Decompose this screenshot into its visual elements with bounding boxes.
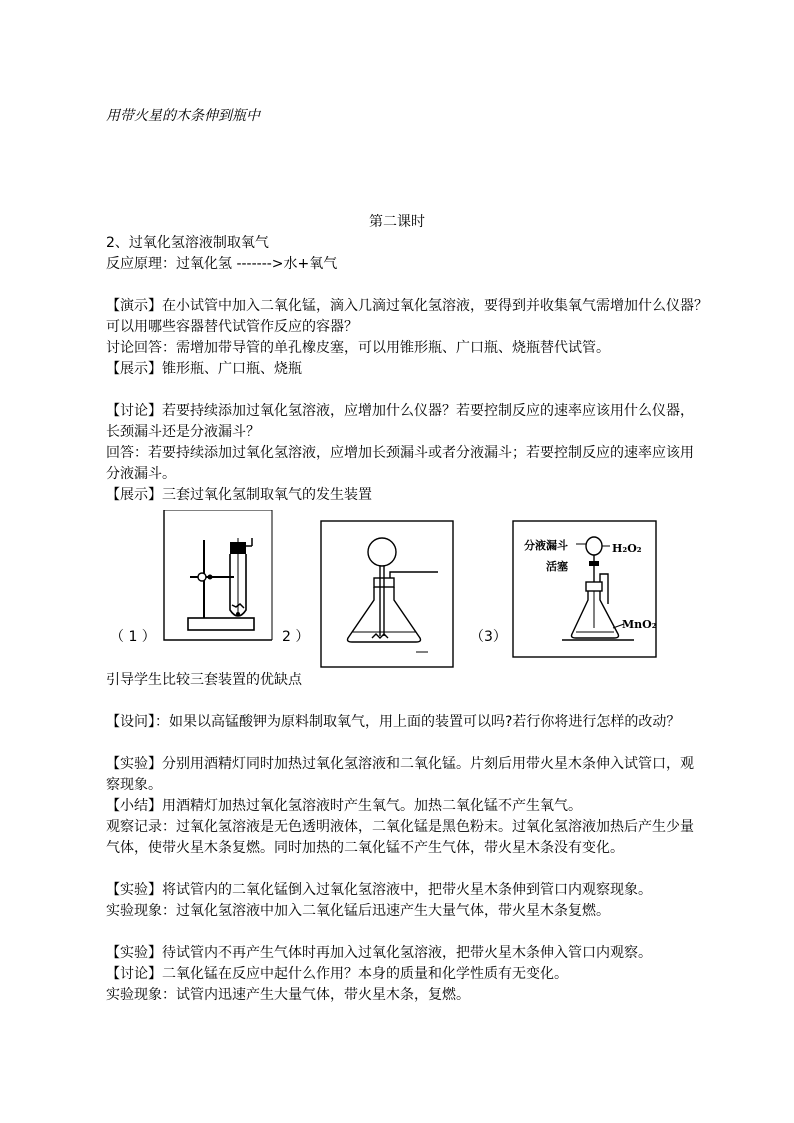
intro-line: 用带火星的木条伸到瓶中 — [106, 108, 260, 124]
mno2-label: MnO₂ — [622, 618, 657, 631]
apparatus-3-diagram — [512, 520, 657, 658]
lesson-title: 第二课时 — [369, 214, 425, 230]
discuss-line-1: 【讨论】若要持续添加过氧化氢溶液，应增加什么仪器？若要控制反应的速率应该用什么仪器， — [106, 403, 694, 419]
exp3-line-3: 实验现象：试管内迅速产生大量气体，带火星木条，复燃。 — [106, 987, 470, 1003]
h2o2-label: H₂O₂ — [612, 542, 642, 555]
guide-line: 引导学生比较三套装置的优缺点 — [106, 672, 302, 688]
apparatus-1-diagram — [162, 510, 274, 642]
valve-label: 活塞 — [546, 560, 568, 573]
exp2-line-1: 【实验】将试管内的二氧化锰倒入过氧化氢溶液中，把带火星木条伸到管口内观察现象。 — [106, 882, 652, 898]
reaction-principle: 反应原理：过氧化氢 ------->水+氧气 — [106, 256, 338, 272]
exp1-line-3: 【小结】用酒精灯加热过氧化氢溶液时产生氧气。加热二氧化锰不产生氧气。 — [106, 798, 582, 814]
discuss-line-5: 【展示】三套过氧化氢制取氧气的发生装置 — [106, 487, 372, 503]
discuss-line-4: 分液漏斗。 — [106, 466, 176, 482]
discuss-line-3: 回答：若要持续添加过氧化氢溶液，应增加长颈漏斗或者分液漏斗；若要控制反应的速率应该用 — [106, 445, 694, 461]
question-line: 【设问】：如果以高锰酸钾为原料制取氧气，用上面的装置可以吗?若行你将进行怎样的改动？ — [106, 714, 681, 730]
funnel-label: 分液漏斗 — [524, 539, 568, 552]
exp1-line-2: 察现象。 — [106, 777, 162, 793]
discuss-line-2: 长颈漏斗还是分液漏斗？ — [106, 424, 260, 440]
exp2-line-2: 实验现象：过氧化氢溶液中加入二氧化锰后迅速产生大量气体，带火星木条复燃。 — [106, 903, 610, 919]
exp1-line-4: 观察记录：过氧化氢溶液是无色透明液体，二氧化锰是黑色粉末。过氧化氢溶液加热后产生少量 — [106, 819, 694, 835]
apparatus-2-diagram — [320, 520, 454, 668]
section-heading: 2、过氧化氢溶液制取氧气 — [106, 235, 269, 251]
demo-line-1: 【演示】在小试管中加入二氧化锰，滴入几滴过氧化氢溶液，要得到并收集氧气需增加什么仪器？ — [106, 298, 708, 314]
exp1-line-5: 气体，使带火星木条复燃。同时加热的二氧化锰不产生气体，带火星木条没有变化。 — [106, 840, 624, 856]
figure-1-label: （ 1 ） — [110, 629, 156, 645]
demo-line-3: 讨论回答：需增加带导管的单孔橡皮塞，可以用锥形瓶、广口瓶、烧瓶替代试管。 — [106, 340, 610, 356]
figure-2-label: 2 ） — [282, 629, 310, 645]
demo-line-2: 可以用哪些容器替代试管作反应的容器？ — [106, 319, 358, 335]
exp3-line-1: 【实验】待试管内不再产生气体时再加入过氧化氢溶液，把带火星木条伸入管口内观察。 — [106, 945, 652, 961]
demo-line-4: 【展示】锥形瓶、广口瓶、烧瓶 — [106, 361, 302, 377]
figure-3-label: （3） — [470, 629, 507, 645]
exp3-line-2: 【讨论】二氧化锰在反应中起什么作用？本身的质量和化学性质有无变化。 — [106, 966, 568, 982]
exp1-line-1: 【实验】分别用酒精灯同时加热过氧化氢溶液和二氧化锰。片刻后用带火星木条伸入试管口，观 — [106, 756, 694, 772]
